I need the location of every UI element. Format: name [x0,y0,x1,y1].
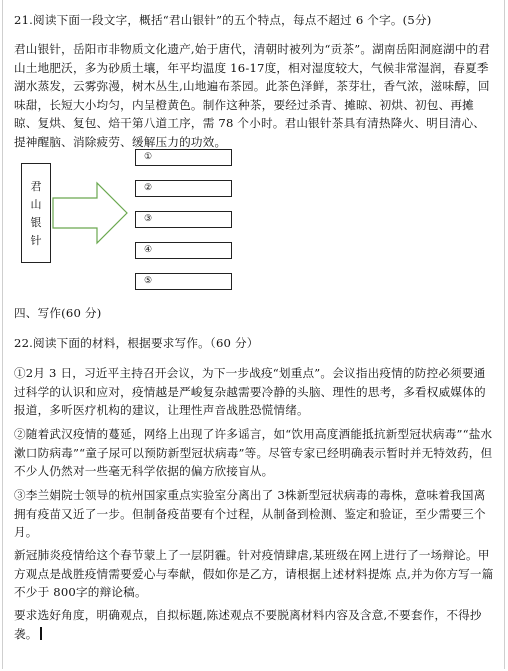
material-2: ②随着武汉疫情的蔓延，网络上出现了许多谣言，如“饮用高度酒能抵抗新型冠状病毒”“盐水漱口防病毒”“童子尿可以预防新型冠状病毒”等。尽管专家已经明确表示暂时并无特效药，但不少人仍然对一些毫无科学依据的偏方欣接盲从。 [14,427,493,478]
passage-text: 君山银针，岳阳市非物质文化遗产,始于唐代，清朝时被列为“贡茶”。湖南岳阳洞庭湖中的君山土地肥沃，多为砂质土壤，年平均温度 16-17度，相对湿度较大，气候非常湿润，春夏季湖水蒸发，云雾弥漫，树木丛生,山地遍布茶园。此茶色泽鲜，茶芽壮，香气浓，滋味醇，回味甜，长短大小均匀，内呈橙黄色。制作这种茶，要经过杀青、摊晾、初烘、初包、再摊晾、复烘、复包、焙干第八道工序，需 78 个小时。君山银针茶具有清热降火、明目清心、提神醒脑、消除疲劳、缓解压力的功效。 [14,42,491,149]
text-cursor [40,627,42,640]
writing-task: 新冠肺炎疫情给这个春节蒙上了一层阴霾。针对疫情肆虐,某班级在网上进行了一场辩论。甲方观点是战胜疫情需要爱心与奉献，假如你是乙方，请根据上述材料提炼 点,并为你方写一篇不少于 800字的辩论稿。 [14,548,494,599]
question-21-prompt: 21.阅读下面一段文字，概括“君山银针”的五个特点，每点不超过 6 个字。(5分) [14,13,432,27]
source-char: 针 [30,233,42,247]
source-label-box [21,163,51,263]
source-char: 君 [30,179,42,193]
answer-slot-3[interactable]: ③ [135,211,232,228]
writing-requirement[interactable] [14,606,494,643]
material-3: ③李兰娟院士领导的杭州国家重点实验室分离出了 3株新型冠状病毒的毒株，意味着我国离拥有疫苗又近了一步。但制备疫苗要有个过程，从制备到检测、鉴定和验证，至少需要三个月。 [14,488,486,539]
requirement-text: 要求选好角度，明确观点，自拟标题,陈述观点不要脱离材料内容及含意,不要套作，不得抄袭。 [14,608,482,641]
answer-slot-5[interactable]: ⑤ [135,273,232,290]
source-char: 山 [30,197,42,211]
answer-slot-2[interactable]: ② [135,180,232,197]
source-char: 银 [30,215,42,229]
question-22-prompt: 22.阅读下面的材料，根据要求写作。（60 分） [14,336,259,350]
answer-slot-1[interactable]: ① [135,149,232,166]
answer-slot-4[interactable]: ④ [135,242,232,259]
section-4-title: 四、写作(60 分) [14,306,102,320]
material-1: ①2月 3 日，习近平主持召开会议，为下一步战疫“划重点”。会议指出疫情的防控必须要通过科学的认识和应对，疫情越是严峻复杂越需要冷静的头脑、理性的思考，多看权威媒体的报道，多听医疗机构的建议，让理性声音战胜恐慌情绪。 [14,366,486,417]
answer-diagram [17,146,277,296]
